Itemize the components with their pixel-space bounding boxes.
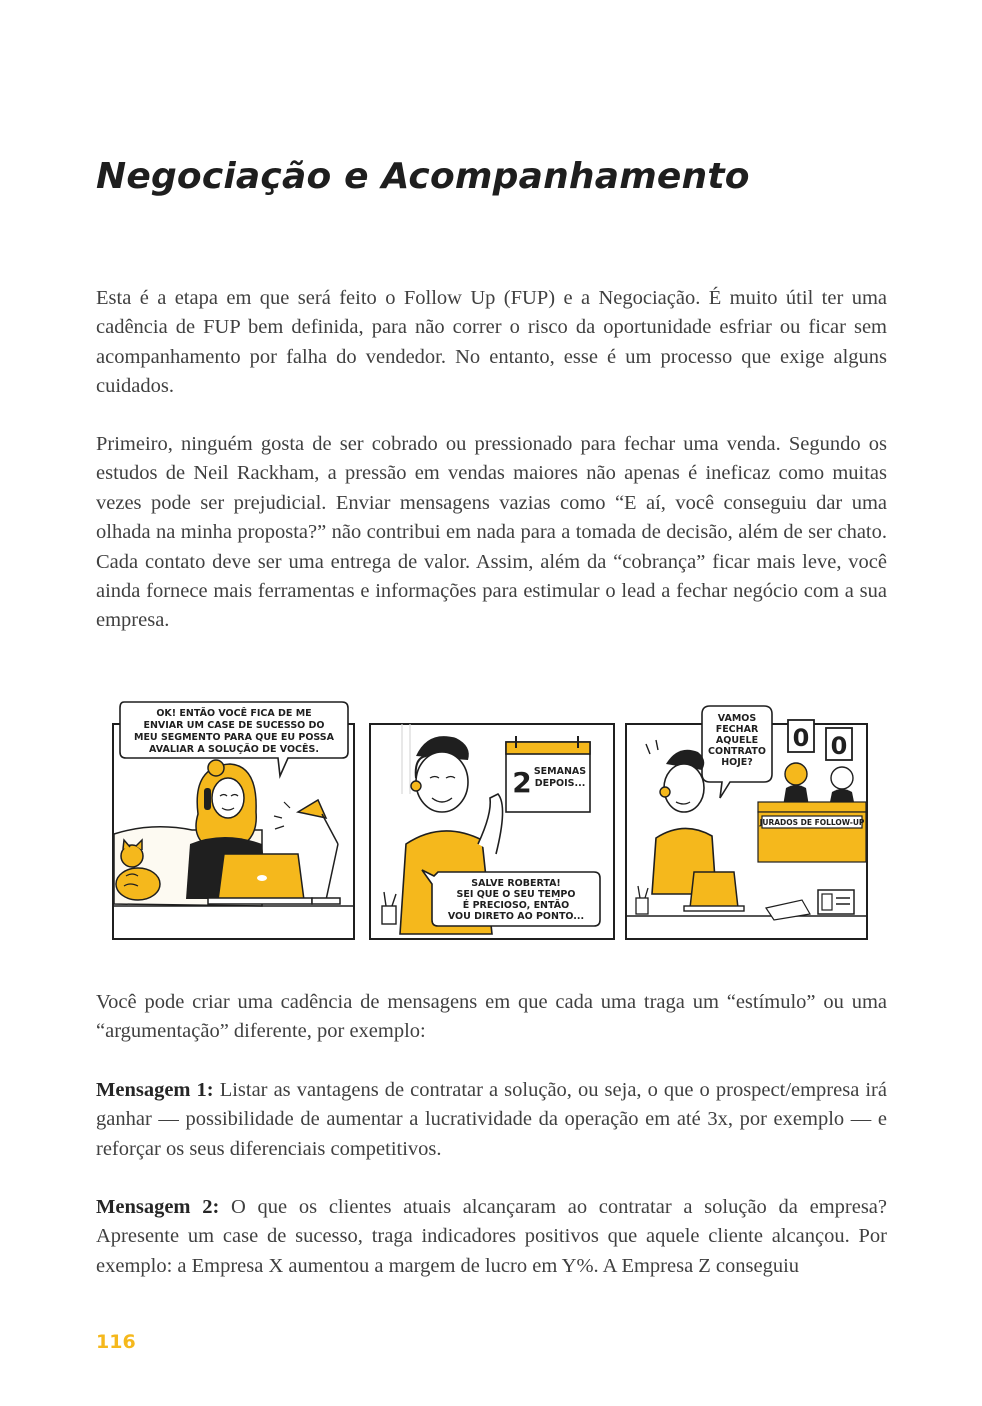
score-value: 0 bbox=[792, 724, 810, 752]
comic-panel-2 bbox=[370, 724, 614, 939]
calendar-number: 2 bbox=[512, 766, 532, 799]
comic-panel-1 bbox=[113, 702, 354, 939]
paragraph-intro: Esta é a etapa em que será feito o Follow Up (FUP) e a Negociação. É muito útil ter uma cadência de FUP bem definida, para não correr o risco da oportunidade esfriar ou ficar sem acompanhamento por falha do vendedor. No entanto, esse é um processo que exige alguns cuidados. bbox=[96, 287, 887, 398]
calendar-text: DEPOIS... bbox=[534, 778, 586, 789]
score-card bbox=[788, 720, 814, 752]
desk-phone-illustration bbox=[818, 890, 854, 914]
paragraph-message-2 bbox=[96, 1193, 887, 1281]
paragraph-message-1 bbox=[96, 1076, 887, 1164]
bubble-line: MEU SEGMENTO PARA QUE EU POSSA bbox=[133, 732, 335, 743]
bubble-line: HOJE? bbox=[721, 757, 753, 768]
bubble-line: É PRECIOSO, ENTÃO bbox=[462, 900, 570, 911]
page-title: Negociação e Acompanhamento bbox=[96, 156, 750, 197]
bubble-line: CONTRATO bbox=[708, 746, 766, 757]
bubble-line: SEI QUE O SEU TEMPO bbox=[456, 889, 576, 900]
comic-strip bbox=[112, 694, 868, 942]
score-card bbox=[826, 728, 852, 760]
score-value: 0 bbox=[830, 732, 848, 760]
paragraph-cadence: Você pode criar uma cadência de mensagens em que cada uma traga um “estímulo” ou uma “argumentação” diferente, por exemplo: bbox=[96, 991, 887, 1043]
paragraph-pressure: Primeiro, ninguém gosta de ser cobrado ou pressionado para fechar uma venda. Segundo os estudos de Neil Rackham, a pressão em vendas maiores não apenas é ineficaz como muitas vezes pode ser prejudicial. Enviar mensagens vazias como “E aí, você conseguiu dar uma olhada na minha proposta?” não contribui em nada para a tomada de decisão, além de ser chato. Cada contato deve ser uma entrega de valor. Assim, além da “cobrança” ficar mais leve, você ainda fornece mais ferramentas e informações para estimular o lead a fechar negócio com a sua empresa. bbox=[96, 433, 887, 632]
bubble-line: SALVE ROBERTA! bbox=[471, 878, 561, 889]
message-label: Mensagem 2: bbox=[96, 1196, 220, 1218]
message-text: O que os clientes atuais alcançaram ao contratar a solução da empresa? Apresente um case de sucesso, traga indicadores positivos que aquele cliente alcançou. Por exemplo: a Empresa X aumentou a margem de lucro em Y%. A Empresa Z conseguiu bbox=[96, 1196, 887, 1277]
bubble-line: AQUELE bbox=[715, 735, 759, 746]
bubble-line: FECHAR bbox=[715, 724, 759, 735]
message-text: Listar as vantagens de contratar a solução, ou seja, o que o prospect/empresa irá ganhar — possibilidade de aumentar a lucratividade da operação em até 3x, por exemplo — e reforçar os seus diferenciais competitivos. bbox=[96, 1079, 887, 1160]
comic-panel-3 bbox=[626, 706, 867, 939]
bubble-line: AVALIAR A SOLUÇÃO DE VOCÊS. bbox=[149, 744, 319, 755]
laptop-illustration bbox=[684, 872, 744, 911]
bubble-line: OK! ENTÃO VOCÊ FICA DE ME bbox=[156, 708, 312, 719]
bubble-line: ENVIAR UM CASE DE SUCESSO DO bbox=[143, 720, 325, 731]
laptop-illustration bbox=[208, 854, 312, 904]
page-number: 116 bbox=[96, 1331, 136, 1353]
calendar-text: SEMANAS bbox=[533, 766, 587, 777]
judges-banner: JURADOS DE FOLLOW-UP bbox=[759, 818, 865, 827]
calendar-illustration bbox=[506, 736, 590, 812]
message-label: Mensagem 1: bbox=[96, 1079, 214, 1101]
bubble-line: VOU DIRETO AO PONTO... bbox=[447, 911, 585, 922]
bubble-line: VAMOS bbox=[717, 713, 757, 724]
